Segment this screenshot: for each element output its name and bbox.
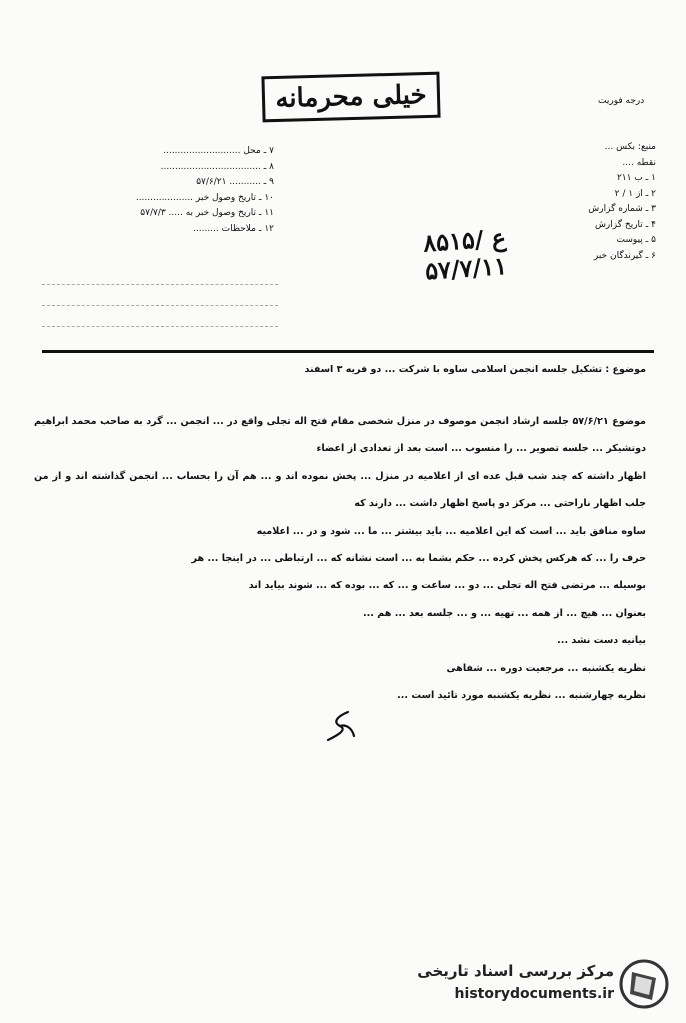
- field-right-1: نقطه ....: [622, 157, 656, 168]
- blank-line: [42, 305, 278, 306]
- handwritten-signature: [318, 706, 364, 746]
- blank-line: [42, 284, 278, 285]
- field-left-0: ۷ ـ محل ...........................: [163, 146, 274, 156]
- blank-line: [42, 326, 278, 327]
- field-right-4: ۳ ـ شماره گزارش: [588, 204, 656, 214]
- body-paragraph: اظهار داشته که چند شب قبل عده ای از اعلامیه در منزل ... پخش نموده اند و ... هم آن را بحساب ... انجمن گذاشته اند و از من جلب اظهار ناراحتی ... مرکز دو پاسخ اظهار داشت ... دارند که: [34, 470, 646, 510]
- field-right-0: منبع: بکس ...: [604, 142, 656, 152]
- header-divider: [42, 350, 654, 353]
- body-paragraph: حرف را ... که هرکس پخش کرده ... حکم بشما به ... است نشانه که ... ارتباطی ... در اینجا ... هر: [191, 553, 646, 565]
- field-left-3: ۱۰ ـ تاریخ وصول خبر ....................: [135, 192, 274, 203]
- field-right-2: ۱ ـ ب ۲۱۱: [616, 173, 656, 183]
- archive-logo: [400, 958, 670, 1012]
- body-paragraph: بوسیله ... مرتضی فتح اله تجلی ... دو ... ساعت و ... که ... بوده که ... شوند بیاید اند: [248, 580, 646, 592]
- field-right-3: ۲ ـ از ۱ / ۲: [614, 188, 656, 199]
- closing-line: نظریه یکشنبه ... مرجعیت دوره ... شفاهی: [446, 662, 646, 674]
- body-paragraph: ساوه منافق باید ... است که این اعلامیه ... باید بیشتر ... ما ... شود و در ... اعلامیه: [256, 525, 646, 537]
- urgency-label: درجه فوریت: [598, 96, 645, 106]
- left-field-column: [38, 144, 274, 237]
- field-left-4: ۱۱ ـ تاریخ وصول خبر به ..... ۵۷/۷/۳: [140, 208, 274, 218]
- field-left-1: ۸ ـ ...................................: [160, 161, 274, 172]
- report-body: [34, 408, 646, 709]
- handwritten-date: ۵۷/۷/۱۱: [424, 250, 508, 286]
- logo-url: historydocuments.ir: [454, 986, 614, 1002]
- body-paragraph: موضوع ۵۷/۶/۲۱ جلسه ارشاد انجمن موصوف در منزل شخصی مقام فتح اله تجلی واقع در ... انجمن ... گرد به صاحب محمد ابراهیم دوتشیکر ... جلسه تصویر ... را منسوب ... است بعد از تعدادی از اعضاء: [34, 416, 646, 455]
- handwritten-number: ۸۵۱۵/ ع: [422, 222, 508, 258]
- classification-stamp: [261, 72, 440, 123]
- closing-line: نظریه چهارشنبه ... نظریه یکشنبه مورد تائید است ...: [397, 690, 646, 702]
- body-paragraph: بعنوان ... هیچ ... از همه ... تهیه ... و ... جلسه بعد ... هم ...: [362, 607, 646, 619]
- field-left-2: ۹ ـ ........... ۵۷/۶/۲۱: [196, 177, 274, 187]
- archive-emblem-icon: [618, 958, 670, 1010]
- stamp-text: خیلی محرمانه: [274, 80, 428, 114]
- handwritten-reference: [422, 218, 586, 285]
- field-right-7: ۶ ـ گیرندگان خبر: [593, 250, 656, 261]
- field-right-6: ۵ ـ پیوست: [616, 235, 656, 245]
- logo-title: مرکز بررسی اسناد تاریخی: [417, 962, 614, 980]
- subject-line: موضوع : تشکیل جلسه انجمن اسلامی ساوه با شرکت ... دو فریه ۳ اسفند: [304, 364, 646, 375]
- field-left-5: ۱۲ ـ ملاحظات .........: [193, 223, 274, 234]
- closing-line: بیانیه دست نشد ...: [557, 635, 646, 647]
- field-right-5: ۴ ـ تاریخ گزارش: [594, 219, 656, 230]
